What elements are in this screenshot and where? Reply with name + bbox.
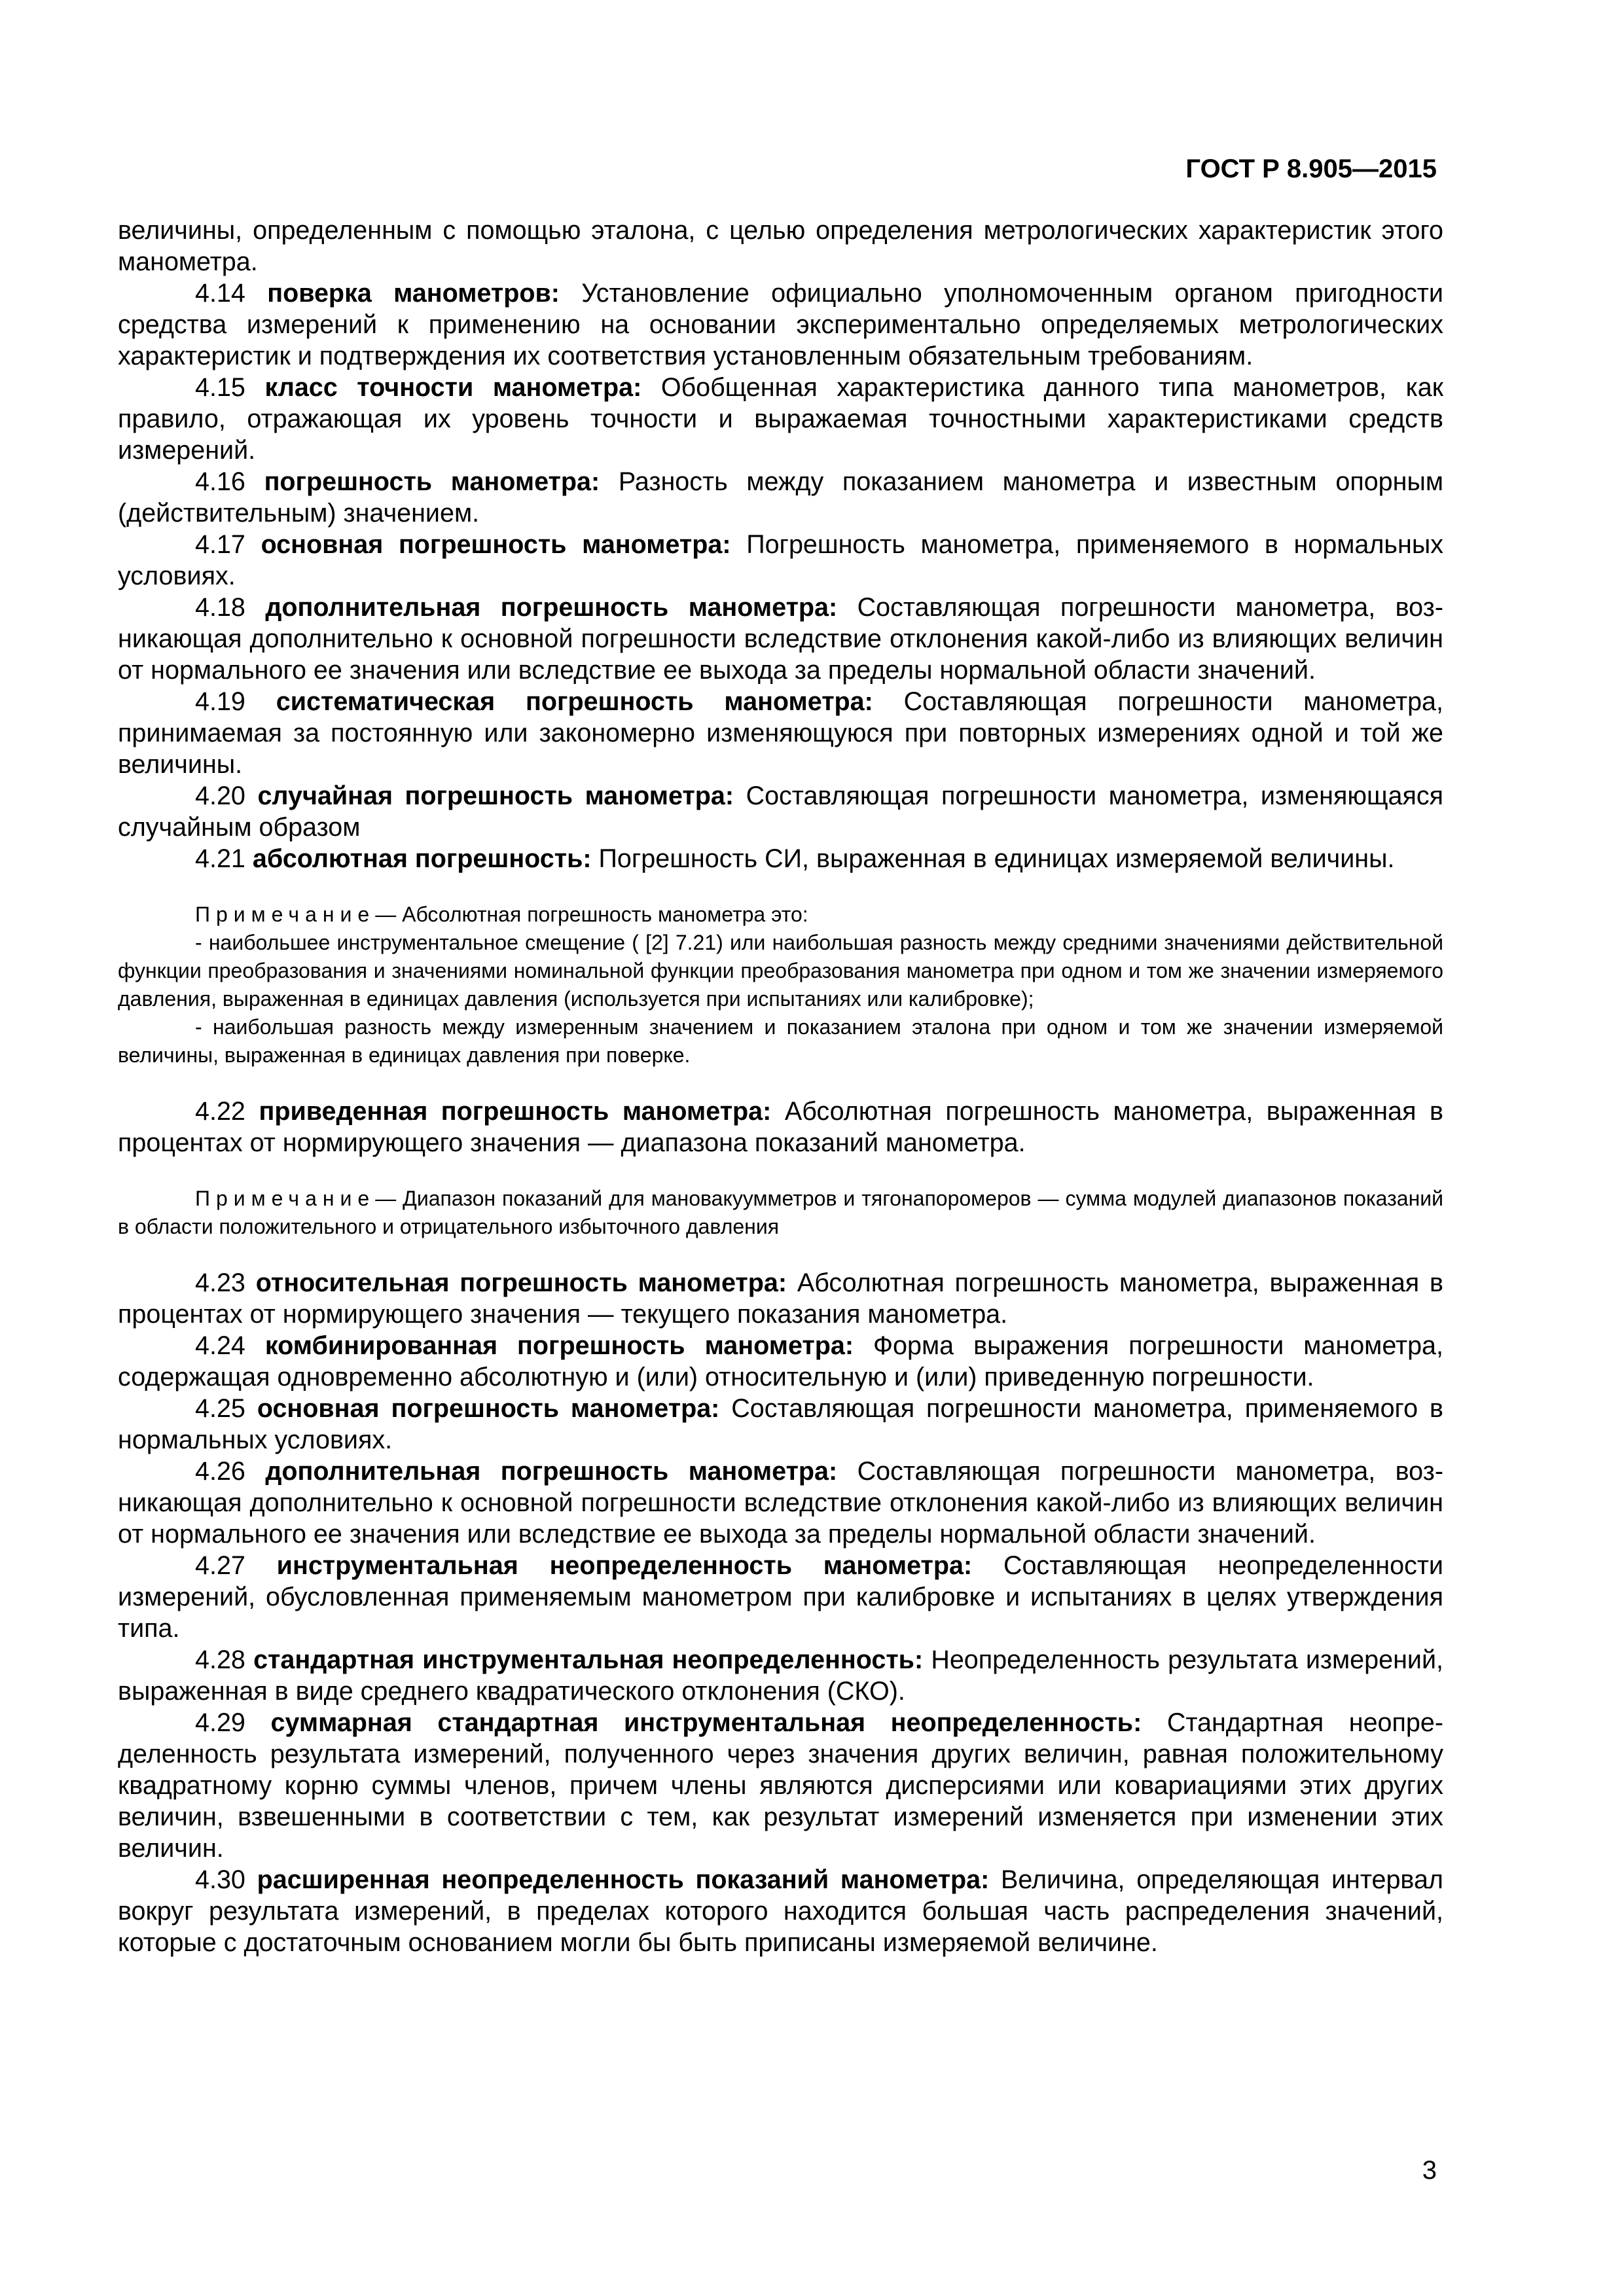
term-number: 4.24 bbox=[195, 1331, 245, 1360]
term-number: 4.28 bbox=[195, 1645, 245, 1674]
term-number: 4.19 bbox=[195, 687, 245, 716]
term-name: дополнительная погрешность манометра: bbox=[265, 593, 838, 622]
term-definition: Составляющая погрешности манометра, принимаемая за постоянную или закономерно изменяющуюся при повторных измерениях одной и той же величины. bbox=[118, 687, 1443, 779]
term-name: класс точности манометра: bbox=[264, 373, 642, 402]
term-name: инструментальная неопределенность манометра: bbox=[276, 1551, 973, 1580]
term-definition: Составляющая погрешности манометра, изменяющаяся случайным образом bbox=[118, 781, 1443, 842]
term-4-22 bbox=[118, 1096, 1443, 1158]
term-name: поверка манометров: bbox=[267, 279, 560, 308]
term-name: приведенная погрешность манометра: bbox=[259, 1097, 772, 1126]
term-name: суммарная стандартная инструментальная неопределенность: bbox=[270, 1708, 1142, 1737]
term-name: основная погрешность манометра: bbox=[261, 530, 731, 559]
term-number: 4.15 bbox=[195, 373, 245, 402]
term-definition: Составляющая погрешности манометра, возникающая дополнительно к основной погрешности вследствие отклонения какой-либо из влияющих величин от нормального ее значения или вследствие ее выхода за пределы нормальной области значений. bbox=[118, 593, 1443, 685]
continued-paragraph: величины, определенным с помощью эталона, с целью определения метрологических характеристик этого манометра. bbox=[118, 216, 1443, 276]
term-name: погрешность манометра: bbox=[264, 467, 600, 496]
term-definition: Погрешность манометра, применяемого в нормальных условиях. bbox=[118, 530, 1443, 590]
term-definition: Составляющая неопределенности измерений, обусловленная применяемым манометром при калибровке и испытаниях в целях утверждения типа. bbox=[118, 1551, 1443, 1643]
term-definition: Погрешность СИ, выраженная в единицах измеряемой величины. bbox=[598, 844, 1395, 873]
term-4-17 bbox=[118, 529, 1443, 592]
term-4-29 bbox=[118, 1707, 1443, 1864]
term-name: относительная погрешность манометра: bbox=[255, 1268, 787, 1297]
term-definition: Обобщенная характеристика данного типа манометров, как правило, отражающая их уровень точности и выражаемая точностными характеристиками средств измерений. bbox=[118, 373, 1443, 465]
term-number: 4.26 bbox=[195, 1457, 245, 1486]
term-4-18 bbox=[118, 592, 1443, 686]
standard-designation: ГОСТ Р 8.905—2015 bbox=[1185, 154, 1437, 183]
note-label: Примечание bbox=[195, 903, 376, 926]
note-range bbox=[118, 1185, 1443, 1241]
term-4-14 bbox=[118, 278, 1443, 372]
term-number: 4.23 bbox=[195, 1268, 245, 1297]
term-number: 4.25 bbox=[195, 1394, 245, 1423]
note-label: Примечание bbox=[195, 1187, 376, 1210]
term-number: 4.18 bbox=[195, 593, 245, 622]
term-name: систематическая погрешность манометра: bbox=[276, 687, 873, 716]
note-text: — Абсолютная погрешность манометра это: bbox=[375, 903, 808, 926]
note-list-item: - наибольшее инструментальное смещение ( [2] 7.21) или наибольшая разность между средними значениями действительной функции преобразования и значениями номинальной функции преобразования манометра при одном и том же значении измеряемого давления, выраженная в единицах давления (используется при испытаниях или калибровке); bbox=[118, 931, 1443, 1011]
term-definition: Составляющая погрешности манометра, возникающая дополнительно к основной погрешности вследствие отклонения какой-либо из влияющих величин от нормального ее значения или вследствие ее выхода за пределы нормальной области значений. bbox=[118, 1457, 1443, 1549]
term-4-27 bbox=[118, 1550, 1443, 1644]
term-4-20 bbox=[118, 780, 1443, 843]
term-definition: Составляющая погрешности манометра, применяемого в нормальных условиях. bbox=[118, 1394, 1443, 1454]
note-heading bbox=[118, 901, 1443, 929]
term-4-16 bbox=[118, 466, 1443, 529]
note-heading bbox=[118, 1185, 1443, 1241]
page-number: 3 bbox=[1422, 2156, 1437, 2185]
term-4-19 bbox=[118, 686, 1443, 780]
term-name: дополнительная погрешность манометра: bbox=[265, 1457, 838, 1486]
term-number: 4.17 bbox=[195, 530, 245, 559]
term-number: 4.14 bbox=[195, 279, 245, 308]
term-4-28 bbox=[118, 1644, 1443, 1707]
term-definition: Неопределенность результата измерений, выраженная в виде среднего квадратического отклонения (СКО). bbox=[118, 1645, 1443, 1706]
term-number: 4.16 bbox=[195, 467, 245, 496]
term-number: 4.30 bbox=[195, 1865, 245, 1894]
term-number: 4.27 bbox=[195, 1551, 245, 1580]
term-name: комбинированная погрешность манометра: bbox=[264, 1331, 854, 1360]
note-absolute-error bbox=[118, 901, 1443, 1069]
term-number: 4.20 bbox=[195, 781, 245, 810]
note-text: — Диапазон показаний для мановакуумметров и тягонапоромеров — сумма модулей диапазонов показаний в области положительного и отрицательного избыточного давления bbox=[118, 1187, 1443, 1238]
term-definition: Стандартная неопределенность результата измерений, полученного через значения других величин, равная положительному квадратному корню суммы членов, причем члены являются дисперсиями или ковариациями этих других величин, взвешенными в соответствии с тем, как результат измерений изменяется при изменении этих величин. bbox=[118, 1708, 1443, 1863]
note-list-item: - наибольшая разность между измеренным значением и показанием эталона при одном и том же значении измеряемой величины, выраженная в единицах давления при поверке. bbox=[118, 1015, 1443, 1067]
term-4-30 bbox=[118, 1864, 1443, 1958]
term-4-23 bbox=[118, 1267, 1443, 1330]
term-4-21 bbox=[118, 843, 1443, 874]
term-number: 4.21 bbox=[195, 844, 245, 873]
term-definition: Установление официально уполномоченным органом пригодности средства измерений к применению на основании экспериментально определяемых метрологических характеристик и подтверждения их соответствия установленным обязательным требованиям. bbox=[118, 279, 1443, 370]
term-4-24 bbox=[118, 1330, 1443, 1393]
term-name: стандартная инструментальная неопределенность: bbox=[253, 1645, 924, 1674]
term-name: случайная погрешность манометра: bbox=[257, 781, 734, 810]
term-definition: Форма выражения погрешности манометра, содержащая одновременно абсолютную и (или) относительную и (или) приведенную погрешности. bbox=[118, 1331, 1443, 1391]
term-name: основная погрешность манометра: bbox=[257, 1394, 720, 1423]
term-name: абсолютная погрешность: bbox=[252, 844, 592, 873]
term-4-26 bbox=[118, 1456, 1443, 1550]
term-definition: Абсолютная погрешность манометра, выраженная в процентах от нормирующего значения — диапазона показаний манометра. bbox=[118, 1097, 1444, 1157]
term-definition: Разность между показанием манометра и известным опорным (действительным) значением. bbox=[118, 467, 1443, 528]
term-number: 4.29 bbox=[195, 1708, 245, 1737]
document-header bbox=[1185, 152, 1437, 186]
term-4-15 bbox=[118, 372, 1443, 466]
term-definition: Величина, определяющая интервал вокруг результата измерений, в пределах которого находится большая часть распределения значений, которые с достаточным основанием могли бы быть приписаны измеряемой величине. bbox=[118, 1865, 1443, 1957]
term-name: расширенная неопределенность показаний манометра: bbox=[257, 1865, 990, 1894]
term-definition: Абсолютная погрешность манометра, выраженная в процентах от нормирующего значения — текущего показания манометра. bbox=[118, 1268, 1443, 1329]
term-number: 4.22 bbox=[195, 1097, 245, 1126]
term-4-25 bbox=[118, 1393, 1443, 1456]
document-body bbox=[118, 215, 1443, 1958]
